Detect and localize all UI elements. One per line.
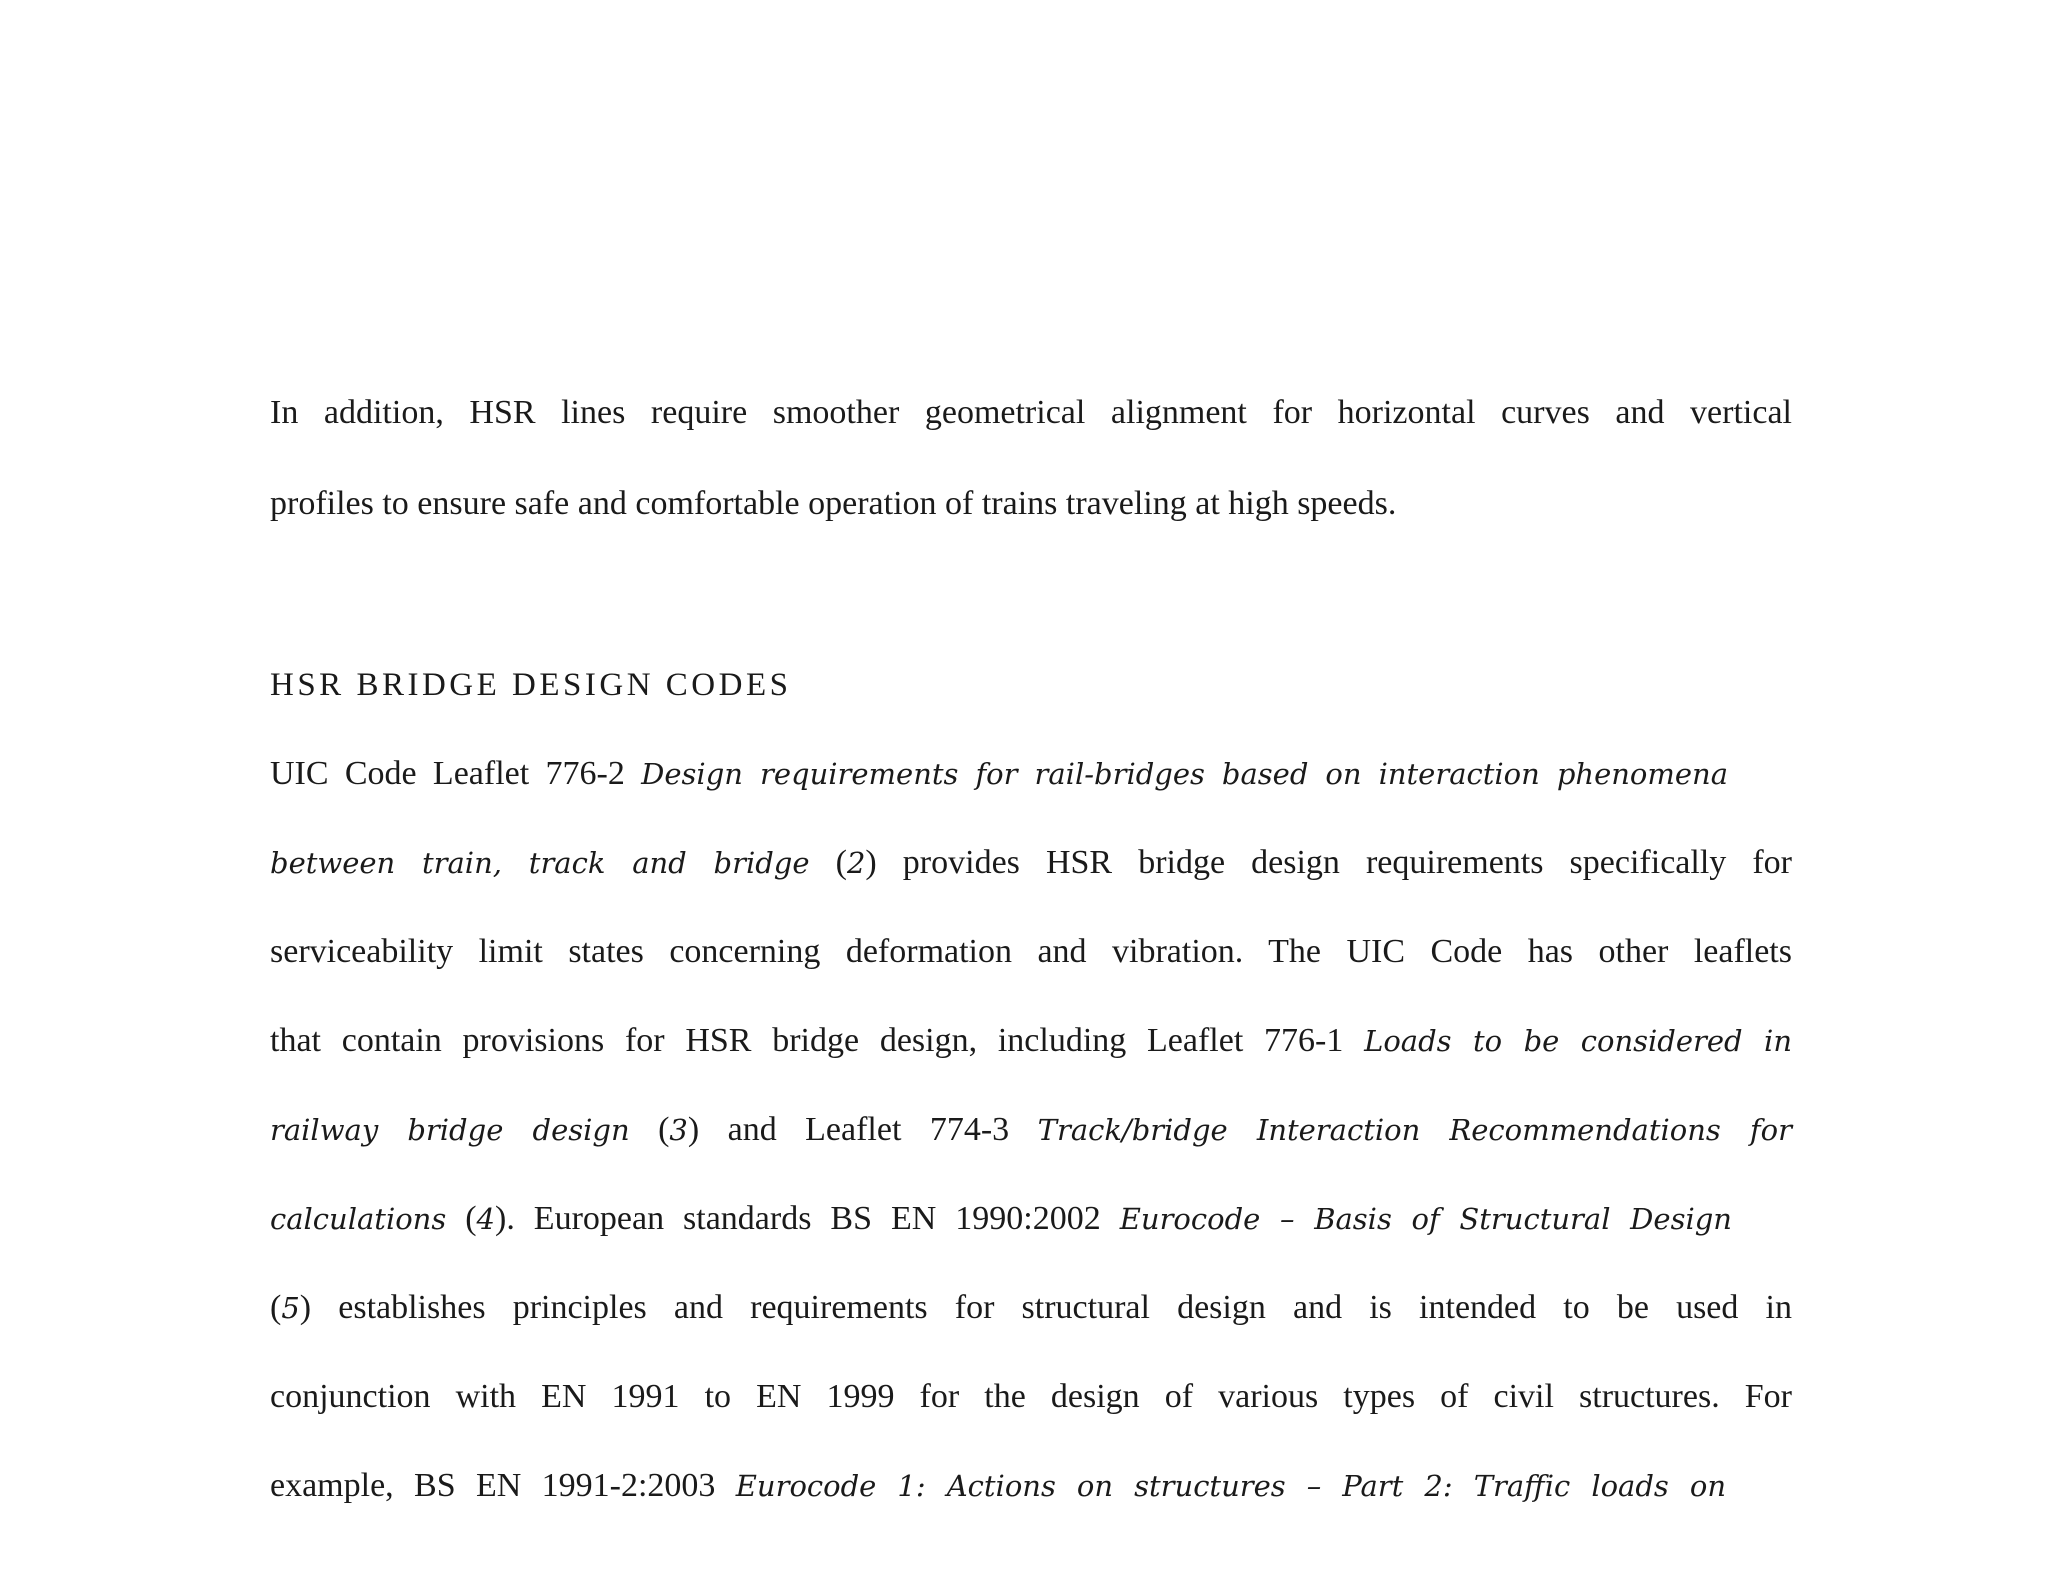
text-span: ( <box>629 1111 670 1148</box>
paragraph-2-line-5 <box>270 1110 1792 1150</box>
paragraph-2-line-8: conjunction with EN 1991 to EN 1999 for the design of various types of civil structures. For <box>270 1378 1792 1415</box>
citation-number: 4 <box>476 1202 495 1236</box>
paragraph-2-line-7 <box>270 1288 1792 1328</box>
text-span: ( <box>270 1289 282 1326</box>
italic-title: Loads to be considered in <box>1364 1024 1793 1058</box>
text-span: that contain provisions for HSR bridge design, including Leaflet 776-1 <box>270 1022 1365 1059</box>
text-span: ( <box>809 844 847 881</box>
section-heading: HSR BRIDGE DESIGN CODES <box>270 667 792 703</box>
text-span: ) establishes principles and requirements for structural design and is intended to be used in <box>299 1289 1792 1326</box>
italic-title: between train, track and bridge <box>270 846 810 880</box>
italic-title: Design requirements for rail-bridges based on interaction phenomena <box>641 757 1728 791</box>
paragraph-2-line-4 <box>270 1021 1792 1061</box>
paragraph-2-line-3: serviceability limit states concerning deformation and vibration. The UIC Code has other leaflets <box>270 933 1792 970</box>
italic-title: Eurocode 1: Actions on structures – Part 2: Traffic loads on <box>735 1469 1726 1503</box>
citation-number: 2 <box>846 846 866 880</box>
text-span: example, BS EN 1991-2:2003 <box>270 1467 736 1504</box>
citation-number: 5 <box>281 1291 300 1325</box>
text-span: ( <box>446 1200 477 1237</box>
text-span: ) and Leaflet 774-3 <box>687 1111 1038 1148</box>
text-span: UIC Code Leaflet 776-2 <box>270 755 642 792</box>
italic-title: Eurocode – Basis of Structural Design <box>1119 1202 1732 1236</box>
citation-number: 3 <box>669 1113 688 1147</box>
paragraph-2-line-9 <box>270 1466 1726 1506</box>
text-span: ) provides HSR bridge design requirements specifically for <box>865 844 1792 881</box>
italic-title: Track/bridge Interaction Recommendations for <box>1037 1113 1792 1147</box>
italic-title: railway bridge design <box>270 1113 630 1147</box>
paragraph-2-line-2 <box>270 843 1792 883</box>
text-span: ). European standards BS EN 1990:2002 <box>495 1200 1120 1237</box>
paragraph-2-line-1 <box>270 754 1728 794</box>
italic-title: calculations <box>270 1202 447 1236</box>
paragraph-2-line-6 <box>270 1199 1732 1239</box>
paragraph-1-line-1: In addition, HSR lines require smoother geometrical alignment for horizontal curves and vertical <box>270 394 1792 431</box>
paragraph-1-line-2: profiles to ensure safe and comfortable operation of trains traveling at high speeds. <box>270 485 1397 522</box>
